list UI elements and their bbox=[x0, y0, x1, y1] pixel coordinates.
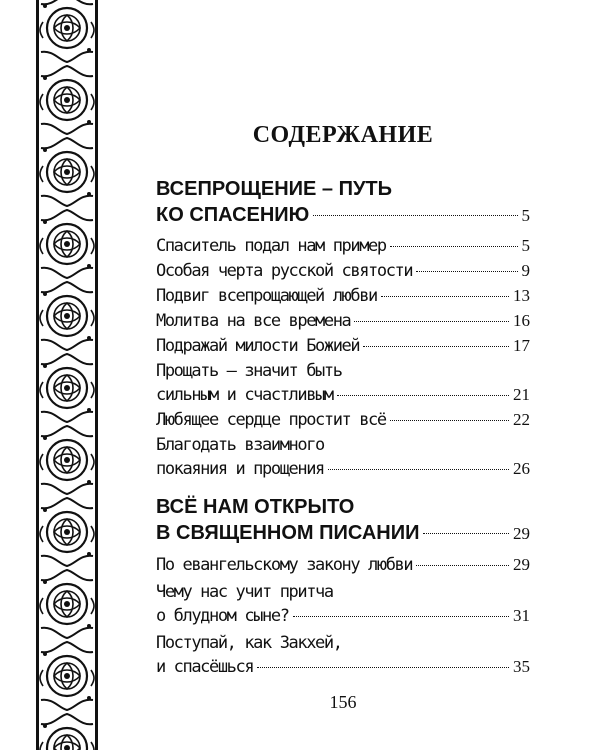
ornament-knot-icon bbox=[40, 66, 94, 134]
dot-leader bbox=[390, 419, 509, 421]
ornament-knot-icon bbox=[40, 282, 94, 350]
page-number: 156 bbox=[329, 692, 357, 712]
ornament-knot-icon bbox=[40, 354, 94, 422]
ornament-knot-icon bbox=[40, 642, 94, 710]
ornament-knot-icon bbox=[40, 426, 94, 494]
toc-entry[interactable] bbox=[156, 309, 530, 333]
entry-title: Подражай милости Божией bbox=[156, 336, 360, 356]
dot-leader bbox=[293, 615, 509, 617]
entry-page-number: 9 bbox=[521, 261, 530, 280]
ornament-pattern-icon bbox=[39, 0, 95, 750]
toc-entry[interactable] bbox=[156, 234, 530, 258]
toc-section-heading[interactable] bbox=[156, 176, 530, 229]
dot-leader bbox=[313, 214, 517, 216]
entry-title: Благодать взаимного bbox=[156, 435, 324, 455]
entry-page-number: 5 bbox=[521, 236, 530, 255]
entry-title: о блудном сыне? bbox=[156, 606, 289, 626]
entry-page-number: 17 bbox=[513, 336, 530, 355]
dot-leader bbox=[328, 468, 509, 470]
toc-entry[interactable] bbox=[156, 580, 530, 628]
entry-page-number: 26 bbox=[513, 459, 530, 478]
section-page-number: 5 bbox=[521, 206, 530, 225]
dot-leader bbox=[354, 320, 509, 322]
dot-leader bbox=[257, 666, 509, 668]
entry-page-number: 22 bbox=[513, 410, 530, 429]
section-title-line: В СВЯЩЕННОМ ПИСАНИИ bbox=[156, 522, 420, 544]
toc-entry[interactable] bbox=[156, 553, 530, 577]
ornamental-border bbox=[36, 0, 98, 750]
toc-entry[interactable] bbox=[156, 259, 530, 283]
entry-page-number: 13 bbox=[513, 286, 530, 305]
entry-title: Любящее сердце простит всё bbox=[156, 410, 386, 430]
table-of-contents bbox=[156, 0, 530, 750]
section-title-line: ВСЁ НАМ ОТКРЫТО bbox=[156, 496, 355, 518]
toc-entry[interactable] bbox=[156, 433, 530, 481]
entry-title: и спасёшься bbox=[156, 657, 254, 677]
entry-page-number: 29 bbox=[513, 555, 530, 574]
toc-entry[interactable] bbox=[156, 284, 530, 308]
entry-title: покаяния и прощения bbox=[156, 459, 324, 479]
dot-leader bbox=[416, 564, 509, 566]
entry-page-number: 35 bbox=[513, 657, 530, 676]
entry-title: Молитва на все времена bbox=[156, 311, 351, 331]
entry-page-number: 16 bbox=[513, 311, 530, 330]
entry-title: Особая черта русской святости bbox=[156, 261, 413, 281]
entry-title: Прощать – значит быть bbox=[156, 361, 342, 381]
entry-title: По евангельскому закону любви bbox=[156, 555, 413, 575]
section-title-line: КО СПАСЕНИЮ bbox=[156, 204, 310, 226]
section-page-number: 29 bbox=[513, 524, 530, 543]
ornament-knot-icon bbox=[40, 714, 94, 750]
dot-leader bbox=[390, 245, 518, 247]
toc-section-heading[interactable] bbox=[156, 494, 530, 547]
ornament-knot-icon bbox=[40, 138, 94, 206]
entry-title: Подвиг всепрощающей любви bbox=[156, 286, 377, 306]
entry-title: сильным и счастливым bbox=[156, 385, 333, 405]
toc-entry[interactable] bbox=[156, 334, 530, 358]
entry-title: Чему нас учит притча bbox=[156, 582, 333, 602]
ornament-knot-icon bbox=[40, 498, 94, 566]
ornament-knot-icon bbox=[40, 0, 94, 62]
dot-leader bbox=[381, 295, 509, 297]
entry-title: Поступай, как Закхей, bbox=[156, 633, 342, 653]
ornament-knot-icon bbox=[40, 570, 94, 638]
toc-entry[interactable] bbox=[156, 359, 530, 407]
dot-leader bbox=[416, 270, 517, 272]
entry-page-number: 31 bbox=[513, 606, 530, 625]
toc-title: СОДЕРЖАНИЕ bbox=[252, 122, 434, 148]
toc-entry[interactable] bbox=[156, 408, 530, 432]
dot-leader bbox=[423, 532, 509, 534]
entry-page-number: 21 bbox=[513, 385, 530, 404]
dot-leader bbox=[363, 345, 509, 347]
dot-leader bbox=[337, 394, 509, 396]
entry-title: Спаситель подал нам пример bbox=[156, 236, 386, 256]
section-title-line: ВСЕПРОЩЕНИЕ – ПУТЬ bbox=[156, 178, 392, 200]
toc-entry[interactable] bbox=[156, 631, 530, 679]
ornament-knot-icon bbox=[40, 210, 94, 278]
